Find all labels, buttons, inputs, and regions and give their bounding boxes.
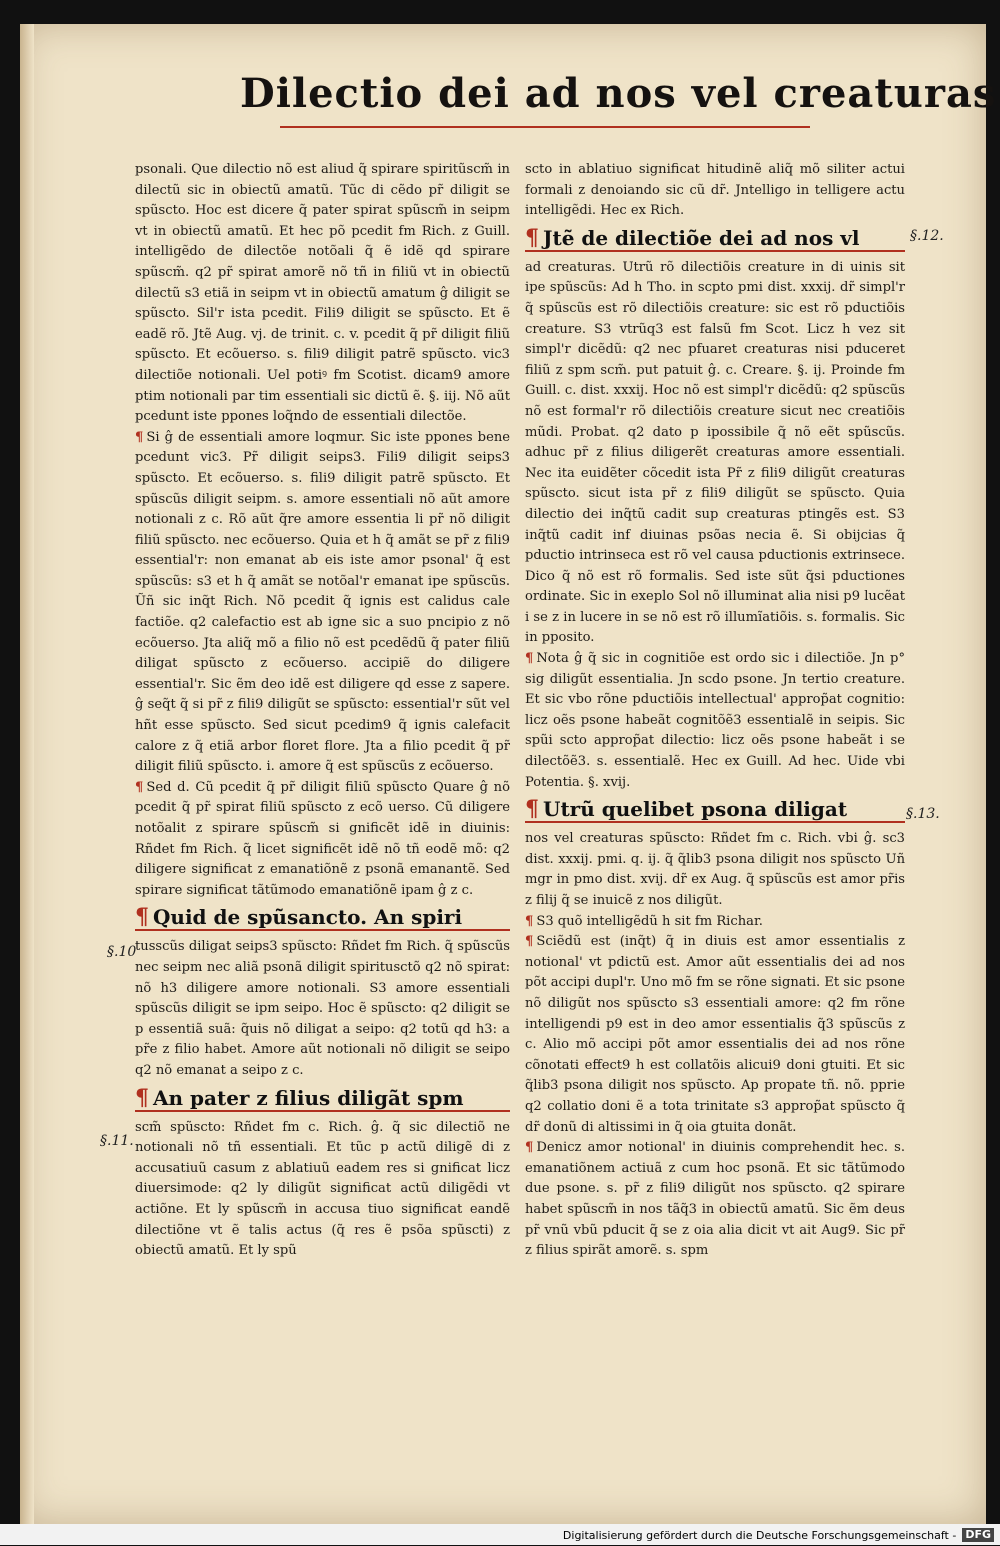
paragraph-mark: ¶ bbox=[525, 934, 534, 950]
right-paragraph-3d-text: Denicz amor notional' in diuinis comprehendit hec. s. emanatiõnem actiuã z cum hoc psonã. Et sic tãtũmodo due psone. s. pr̃ z fili9 diligũt nos spũscto. q2 spirare habet spũscm̃ in nos tãq̃3 in obiectũ amatũ. Sic ẽm deus pr̃ vnũ vbũ pducit q̃ se z oia alia dicit vt ait Aug9. Sic pr̃ z filius spirãt amorẽ. s. spm bbox=[525, 1140, 905, 1259]
right-paragraph-3: nos vel creaturas spũscto: Rñdet fm c. Rich. vbi ĝ. sc3 dist. xxxij. pmi. q. ij. q̃ q̃lib3 psona diligit nos spũscto Uñ mgr in pmo dist. xvij. dr̃ ex Aug. q̃ spũscũs est amor pr̃is z filij q̃ se inuicẽ z nos diligũt. bbox=[525, 831, 905, 908]
section-heading-text: Utrũ quelibet psona diligat bbox=[543, 797, 848, 822]
section-heading-text: Jtẽ de dilectiõe dei ad nos vl bbox=[543, 225, 860, 250]
right-paragraph-2: ad creaturas. Utrũ rõ dilectiõis creature in di uinis sit ipe spũscũs: Ad h Tho. in scpto pmi dist. xxxij. dr̃ simpl'r q̃ spũscũs est rõ dilectiõis creature: sic est rõ pductiõis creature. S3 vtrũq3 est falsũ fm Scot. Licz h vez sit simpl'r dicẽdũ: q2 nec pfuaret creaturas nisi pduceret filiũ z spm scm̃. put patuit ĝ. c. Creare. §. ij. Proinde fm Guill. c. dist. xxxij. Hoc nõ est simpl'r dicẽdũ: q2 spũscũs nõ est formal'r rõ dilectiõis creature sicut nec creatiõis mũdi. Probat. q2 dato p ipossibile q̃ nõ eẽt spũscũs. adhuc pr̃ z filius diligerẽt creaturas amore essentiali. Nec ita euidẽter cõcedit ista Pr̃ z fili9 diligũt creaturas spũscto. sicut ista pr̃ z fili9 diligũt se spũscto. Quia dilectio dei inq̃tũ cadit sup creaturas ptingẽs est. S3 inq̃tũ cadit inf diuinas psõas necia ẽ. Si obijcias q̃ pductio intrinseca est rõ vel causa pductionis extrinsece. Dico q̃ nõ est rõ formalis. Sed iste sũt q̃si pductiones ordinate. Sic in exeplo Sol nõ illuminat alia nisi p9 lucẽat i se z in lucere in se nõ est rõ illumĩatiõis. s. formalis. Sic in pposito. bbox=[525, 259, 905, 646]
section-heading-spiritus bbox=[135, 905, 510, 931]
right-paragraph-2b bbox=[525, 649, 905, 793]
right-paragraph-2b-text: Nota ĝ q̃ sic in cognitiõe est ordo sic i dilectiõe. Jn p° sig diligũt essentialia. Jn scdo psone. Jn tertio creature. Et sic vbo rõne pductiõis intellectual' approp̃at cognitio: licz oẽs psone habeãt cognitõẽ3 essentialẽ in seipis. Sic spũi scto approp̃at dilectio: licz oẽs psone habeãt i se dilectõẽ3. s. essentialẽ. Hec ex Guill. Ad hec. Uide vbi Potentia. §. xvij. bbox=[525, 651, 905, 790]
right-paragraph-3b-text: S3 quõ intelligẽdũ h sit fm Richar. bbox=[536, 913, 763, 929]
left-paragraph-3: tusscũs diligat seips3 spũscto: Rñdet fm Rich. q̃ spũscũs nec seipm nec aliã psonã diligit spiritusctõ q2 nõ spirat: nõ h3 diligere amore notionali. S3 amore essentiali spũscũs diligit se ipm seipo. Hoc ẽ spũscto: q2 diligit se p essentiã suã: q̃uis nõ diligat a seipo: q2 totũ qd h3: a pr̃e z filio habet. Amore aũt notionali nõ diligit se seipo q2 nõ emanat a seipo z c. bbox=[135, 939, 510, 1078]
right-paragraph-3c bbox=[525, 932, 905, 1138]
section-heading-text: An pater z filius diligãt spm bbox=[153, 1085, 464, 1110]
paragraph-mark: ¶ bbox=[525, 796, 539, 823]
marginal-number-10: §.10 bbox=[107, 944, 137, 960]
paragraph-mark: ¶ bbox=[135, 1084, 149, 1111]
digitization-footer bbox=[0, 1524, 1000, 1545]
paragraph-mark: ¶ bbox=[135, 904, 149, 931]
right-paragraph-3b bbox=[525, 912, 905, 933]
dfg-logo: DFG bbox=[962, 1528, 994, 1542]
paragraph-mark: ¶ bbox=[525, 224, 539, 251]
marginal-number-11: §.11. bbox=[100, 1133, 134, 1149]
paragraph-mark: ¶ bbox=[135, 429, 144, 445]
running-head-underline bbox=[280, 126, 810, 128]
marginal-number-13: §.13. bbox=[906, 806, 940, 822]
page-gutter bbox=[20, 24, 34, 1524]
right-paragraph-3c-text: Sciẽdũ est (inq̃t) q̃ in diuis est amor essentialis z notional' vt pdictũ est. Amor aũt essentialis dei ad nos põt accipi dupl'r. Uno mõ fm se rõne signati. Et sic psone nõ diligũt nos spũscto s3 essentiali amore: q2 fm rõne intelligendi p9 est in deo amor essentialis q̃3 spũscũs z c. Alio mõ accipi põt amor essentialis dei ad nos rõne cõnotati effect9 h est collatõis alicui9 doni gtuiti. Et sic q̃lib3 psona diligit nos spũscto. Ap propate tñ. nõ. pprie q2 collatio doni ẽ a tota trinitate s3 approp̃at spũscto q̃ dr̃ donũ di altissimi in q̃ oia gtuita donãt. bbox=[525, 934, 905, 1135]
paragraph-mark: ¶ bbox=[525, 651, 534, 667]
running-head: Dilectio dei ad nos vel creaturas bbox=[240, 70, 997, 117]
paragraph-mark: ¶ bbox=[135, 779, 144, 795]
paragraph-mark: ¶ bbox=[525, 1140, 534, 1156]
right-paragraph-1: scto in ablatiuo significat hitudinẽ aliq̃ mõ siliter actui formali z denoiando sic cũ dr̃. Jntelligo in telligere actu intelligẽdi. Hec ex Rich. bbox=[525, 162, 905, 219]
section-heading-pater-filius bbox=[135, 1086, 510, 1112]
left-paragraph-1b-text: Si ĝ de essentiali amore loqmur. Sic iste ppones bene pcedunt vic3. Pr̃ diligit seips3. Fili9 diligit seips3 spũscto. Et ecõuerso. s. fili9 diligit patrẽ spũscto. Et spũscũs diligit seipm. s. amore essentiali nõ aũt amore notionali z c. Rõ aũt q̃re amore essentia li pr̃ nõ diligit filiũ spũscto. nec ecõuerso. Quia et h q̃ amãt se pr̃ z fili9 essential'r: non emanat ab eis iste amor psonal' q̃ est spũscũs: s3 et h q̃ amãt se notõal'r emanat ipe spũscũs. Ũñ sic inq̃t Rich. Nõ pcedit q̃ ignis est calidus cale factiõe. q2 calefactio est ab igne sic a suo pncipio z nõ ecõuerso. Jta aliq̃ mõ a filio nõ est pcedẽdũ q̃ pater filiũ diligat spũscto z ecõuerso. accipiẽ do diligere essential'r. Sic ẽm deo idẽ est diligere qd esse z sapere. ĝ seq̃t q̃ si pr̃ z fili9 diligũt se spũscto: essential'r sũt vel hñt esse spũscto. Sed sicut pcedim9 q̃ ignis calefacit calore z q̃ etiã arbor floret flore. Jta a filio pcedit q̃ pr̃ diligit filiũ spũscto. i. amore q̃ est spũscũs z ecõuerso. bbox=[135, 429, 510, 775]
left-column bbox=[135, 160, 510, 1262]
left-paragraph-1: psonali. Que dilectio nõ est aliud q̃ spirare spiritũscm̃ in dilectũ sic in obiectũ amatũ. Tũc di cẽdo pr̃ diligit se spũscto. Hoc est dicere q̃ pater spirat spũscm̃ in seipm vt in obiectũ amatũ. Et hec põ pcedit fm Rich. z Guill. intelligẽdo de dilectõe notõali q̃ ẽ idẽ qd spirare spũscm̃. q2 pr̃ spirat amorẽ nõ tñ in filiũ vt in obiectũ dilectũ s3 etiã in seipm vt in obiectũ amatum ĝ diligit se spũscto. Sil'r ista pcedit. Fili9 diligit se spũscto. Et ẽ eadẽ rõ. Jtẽ Aug. vj. de trinit. c. v. pcedit q̃ pr̃ diligit filiũ spũscto. Et ecõuerso. s. fili9 diligit patrẽ spũscto. vic3 dilectiõe notionali. Uel potiꝰ fm Scotist. dicam9 amore ptim notionali par tim essentiali sic dictũ ẽ. §. iij. Nõ aũt pcedunt iste ppones loq̃ndo de essentiali dilectõe. bbox=[135, 162, 510, 425]
footer-credit: Digitalisierung gefördert durch die Deutsche Forschungsgemeinschaft - bbox=[562, 1529, 957, 1542]
right-paragraph-3d bbox=[525, 1138, 905, 1262]
paragraph-mark: ¶ bbox=[525, 913, 534, 929]
right-column bbox=[525, 160, 905, 1262]
left-paragraph-2 bbox=[135, 778, 510, 902]
section-heading-quelibet bbox=[525, 797, 905, 823]
section-heading-dilectio bbox=[525, 226, 905, 252]
left-paragraph-4: scm̃ spũscto: Rñdet fm c. Rich. ĝ. q̃ sic dilectiõ ne notionali nõ tñ essentiali. Et tũc p actũ diligẽ di z accusatiuũ casum z ablatiuũ eadem res si gnificat licz diuersimode: q2 ly diligũt significat actũ diligẽdi vt actiõne. Et ly spũscm̃ in accusa tiuo significat eandẽ dilectiõne vt ẽ talis actus (q̃ res ẽ psõa spũscti) z obiectũ amatũ. Et ly spũ bbox=[135, 1119, 510, 1259]
section-heading-text: Quid de spũsancto. An spiri bbox=[153, 905, 463, 930]
left-paragraph-2-text: Sed d. Cũ pcedit q̃ pr̃ diligit filiũ spũscto Quare ĝ nõ pcedit q̃ pr̃ spirat filiũ spũscto z ecõ uerso. Cũ diligere notõalit z spirare spũscm̃ si gnificẽt idẽ in diuinis: Rñdet fm Rich. q̃ licet significẽt idẽ nõ tñ eodẽ mõ: q2 diligere significat z emanatiõnẽ z psonã emanantẽ. Sed spirare significat tãtũmodo emanatiõnẽ ipam ĝ z c. bbox=[135, 779, 510, 898]
marginal-number-12: §.12. bbox=[910, 228, 944, 244]
left-paragraph-1b bbox=[135, 428, 510, 778]
